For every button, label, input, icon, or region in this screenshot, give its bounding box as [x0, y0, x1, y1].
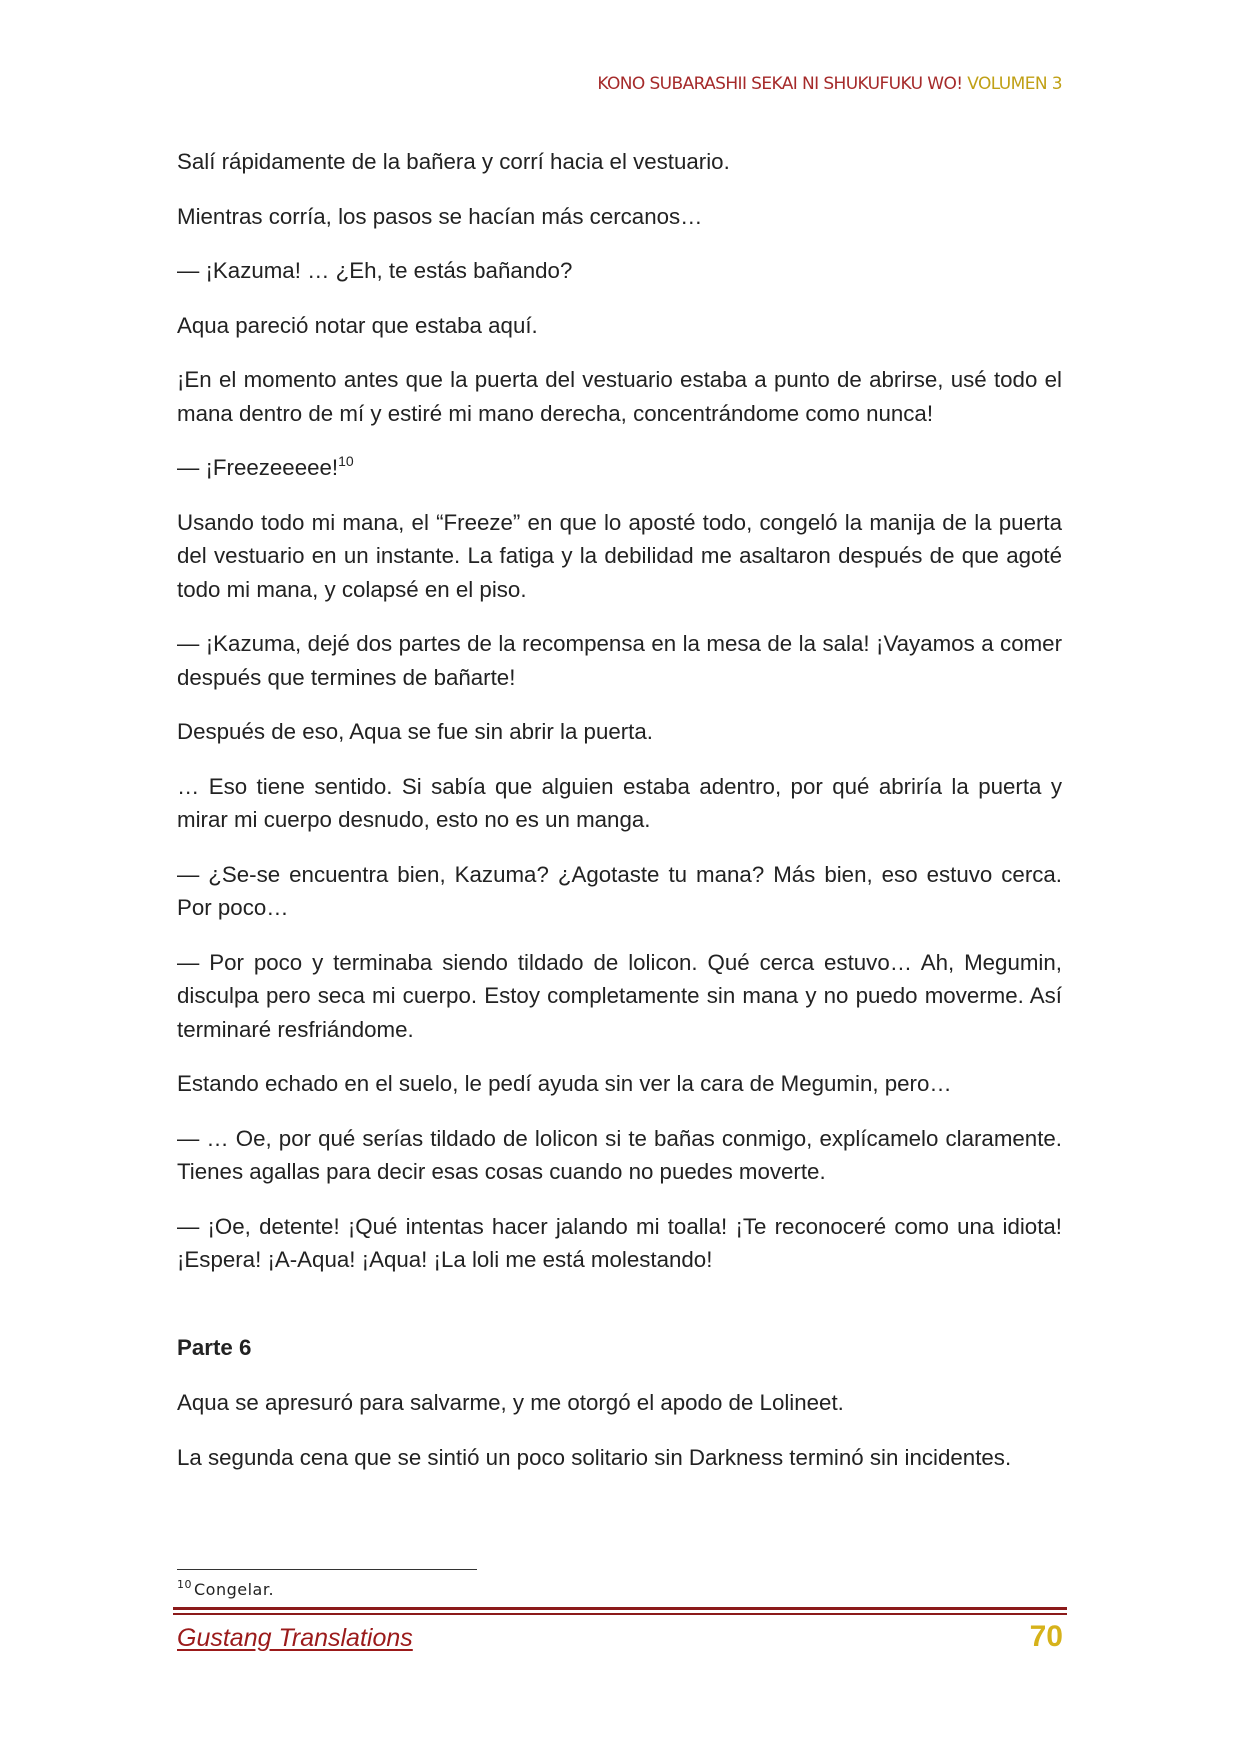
translator-credit-link[interactable]: Gustang Translations — [177, 1624, 413, 1652]
paragraph: Mientras corría, los pasos se hacían más cercanos… — [177, 203, 703, 229]
paragraph: Después de eso, Aqua se fue sin abrir la puerta. — [177, 719, 653, 744]
series-title: KONO SUBARASHII SEKAI NI SHUKUFUKU WO! — [597, 74, 963, 94]
footer-rule-top — [173, 1607, 1067, 1610]
paragraph: … Eso tiene sentido. Si sabía que alguien estaba adentro, por qué abriría la puerta y mirar mi cuerpo desnudo, esto no es un manga. — [177, 773, 1062, 832]
paragraph: — … Oe, por qué serías tildado de lolicon si te bañas conmigo, explícamelo claramente. Tienes agallas para decir esas cosas cuando no puedes moverte. — [177, 1125, 1062, 1184]
page-number: 70 — [1029, 1620, 1063, 1653]
footnote — [177, 1578, 274, 1599]
footer-rule-bottom — [173, 1613, 1067, 1615]
footnote-number: 10 — [177, 1578, 192, 1591]
running-header — [597, 74, 1062, 94]
paragraph: Salí rápidamente de la bañera y corrí hacia el vestuario. — [177, 149, 730, 174]
paragraph: Estando echado en el suelo, le pedí ayuda sin ver la cara de Megumin, pero… — [177, 1071, 952, 1096]
paragraph-text: — ¡Freezeeeee! — [177, 455, 339, 480]
page-body — [177, 145, 1062, 1495]
paragraph: — ¡Oe, detente! ¡Qué intentas hacer jalando mi toalla! ¡Te reconoceré como una idiota! ¡Espera! ¡A-Aqua! ¡Aqua! ¡La loli me está molestando! — [177, 1213, 1062, 1272]
paragraph: Aqua pareció notar que estaba aquí. — [177, 312, 538, 338]
paragraph: Aqua se apresuró para salvarme, y me otorgó el apodo de Lolineet. — [177, 1390, 844, 1415]
footnote-divider — [177, 1569, 477, 1570]
paragraph: — ¡Kazuma, dejé dos partes de la recompensa en la mesa de la sala! ¡Vayamos a comer después que termines de bañarte! — [177, 631, 1062, 690]
paragraph: — ¿Se-se encuentra bien, Kazuma? ¿Agotaste tu mana? Más bien, eso estuvo cerca. Por poco… — [177, 861, 1062, 920]
footnote-text: Congelar. — [194, 1580, 275, 1599]
paragraph: La segunda cena que se sintió un poco solitario sin Darkness terminó sin incidentes. — [177, 1444, 1012, 1470]
paragraph-with-footnote — [177, 451, 1062, 485]
section-heading: Parte 6 — [177, 1334, 252, 1360]
paragraph: — Por poco y terminaba siendo tildado de lolicon. Qué cerca estuvo… Ah, Megumin, disculpa pero seca mi cuerpo. Estoy completamente sin mana y no puedo moverme. Así terminaré resfriándome. — [177, 949, 1062, 1042]
paragraph: — ¡Kazuma! … ¿Eh, te estás bañando? — [177, 258, 573, 283]
footnote-reference[interactable]: 10 — [338, 453, 354, 469]
volume-label: VOLUMEN 3 — [967, 74, 1062, 94]
paragraph: Usando todo mi mana, el “Freeze” en que lo aposté todo, congeló la manija de la puerta del vestuario en un instante. La fatiga y la debilidad me asaltaron después de que agoté todo mi mana, y colapsé en el piso. — [177, 509, 1062, 602]
paragraph: ¡En el momento antes que la puerta del vestuario estaba a punto de abrirse, usé todo el mana dentro de mí y estiré mi mano derecha, concentrándome como nunca! — [177, 367, 1062, 426]
